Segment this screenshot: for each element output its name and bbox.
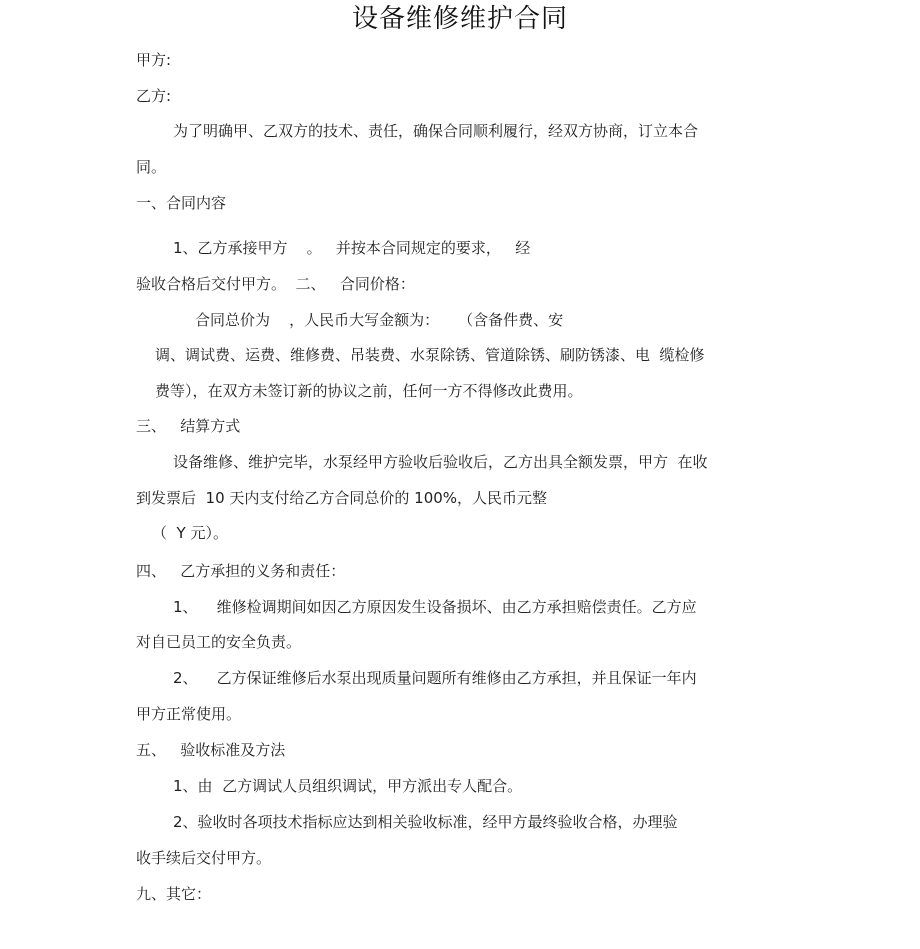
price-line-3: 费等），在双方未签订新的协议之前，任何一方不得修改此费用。 bbox=[155, 382, 583, 400]
section-1-item-1-line-2: 验收合格后交付甲方。 二、 合同价格： bbox=[136, 275, 415, 293]
price-line-2: 调、调试费、运费、维修费、吊装费、水泵除锈、管道除锈、刷防锈漆、电 缆检修 bbox=[155, 346, 705, 364]
section-3-heading: 三、 结算方式 bbox=[136, 417, 241, 435]
price-line-1: 合同总价为 ，人民币大写金额为： （含备件费、安 bbox=[195, 311, 564, 329]
settlement-line-2: 到发票后 10 天内支付给乙方合同总价的 100%，人民币元整 bbox=[136, 489, 548, 507]
party-b-line: 乙方: bbox=[136, 87, 172, 105]
duty-2-line-2: 甲方正常使用。 bbox=[136, 705, 242, 723]
party-a-line: 甲方: bbox=[136, 51, 172, 69]
settlement-line-3: （ Y 元）。 bbox=[152, 524, 228, 542]
acceptance-2-line-1: 2、验收时各项技术指标应达到相关验收标准，经甲方最终验收合格，办理验 bbox=[173, 813, 678, 831]
section-4-heading: 四、 乙方承担的义务和责任： bbox=[136, 562, 346, 580]
duty-1-line-1: 1、 维修检调期间如因乙方原因发生设备损坏、由乙方承担赔偿责任。乙方应 bbox=[173, 598, 697, 616]
preamble-line-2: 同。 bbox=[136, 158, 167, 176]
acceptance-2-line-2: 收手续后交付甲方。 bbox=[136, 849, 272, 867]
preamble-line-1: 为了明确甲、乙双方的技术、责任，确保合同顺利履行，经双方协商，订立本合 bbox=[173, 122, 699, 140]
duty-1-line-2: 对自已员工的安全负责。 bbox=[136, 633, 302, 651]
section-9-heading: 九、其它： bbox=[136, 885, 212, 903]
duty-2-line-1: 2、 乙方保证维修后水泵出现质量问题所有维修由乙方承担，并且保证一年内 bbox=[173, 669, 697, 687]
section-5-heading: 五、 验收标准及方法 bbox=[136, 741, 286, 759]
settlement-line-1: 设备维修、维护完毕，水泵经甲方验收后验收后，乙方出具全额发票，甲方 在收 bbox=[173, 453, 708, 471]
section-1-item-1-line-1: 1、乙方承接甲方 。 并按本合同规定的要求， 经 bbox=[173, 239, 531, 257]
document-title: 设备维修维护合同 bbox=[351, 4, 568, 34]
section-1-heading: 一、合同内容 bbox=[136, 194, 227, 212]
acceptance-1-line: 1、由 乙方调试人员组织调试，甲方派出专人配合。 bbox=[173, 777, 523, 795]
